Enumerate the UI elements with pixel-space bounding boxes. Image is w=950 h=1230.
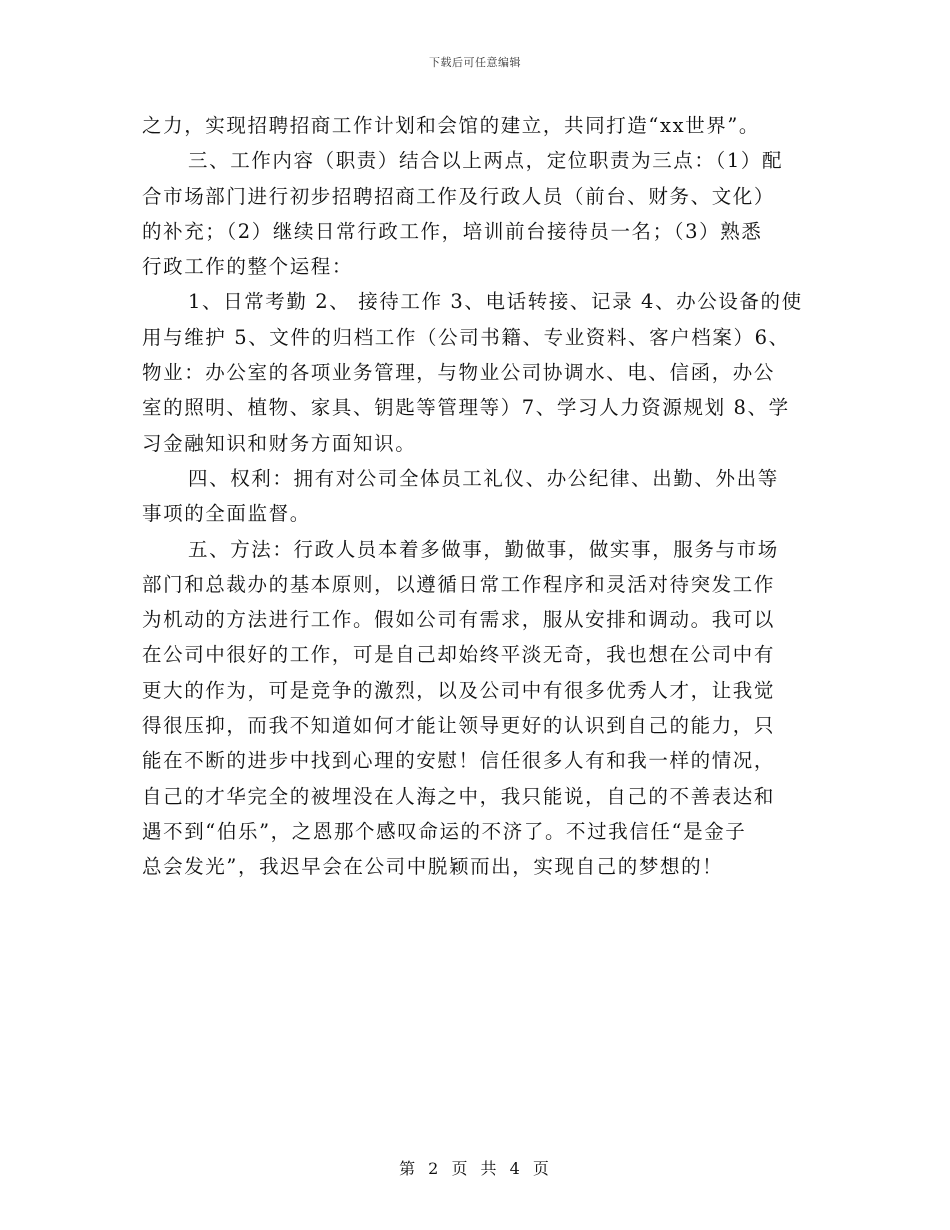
task-list-start: 1、日常考勤 2、 接待工作 3、电话转接、记录 4、办公设备的使 — [188, 290, 803, 314]
body-line-8: 物业：办公室的各项业务管理，与物业公司协调水、电、信函，办公 — [142, 361, 776, 385]
body-line-22: 总会发光”，我迟早会在公司中脱颖而出，实现自己的梦想的！ — [142, 855, 724, 879]
body-line-10: 习金融知识和财务方面知识。 — [142, 431, 417, 455]
body-line-3: 合市场部门进行初步招聘招商工作及行政人员（前台、财务、文化） — [142, 184, 776, 208]
page-number: 第 2 页 共 4 页 — [399, 1159, 551, 1178]
paragraph-4-start: 四、权利：拥有对公司全体员工礼仪、办公纪律、出勤、外出等 — [188, 466, 779, 490]
document-body — [142, 108, 810, 885]
body-line-21: 遇不到“伯乐”，之恩那个感叹命运的不济了。不过我信任“是金子 — [142, 819, 747, 843]
paragraph-3-start: 三、工作内容（职责）结合以上两点，定位职责为三点：（1）配 — [188, 149, 784, 173]
paragraph-5-start: 五、方法：行政人员本着多做事，勤做事，做实事，服务与市场 — [188, 537, 779, 561]
body-line-14: 部门和总裁办的基本原则，以遵循日常工作程序和灵活对待突发工作 — [142, 572, 776, 596]
body-line-19: 能在不断的进步中找到心理的安慰！信任很多人有和我一样的情况， — [142, 749, 776, 773]
body-line-18: 得很压抑，而我不知道如何才能让领导更好的认识到自己的能力，只 — [142, 714, 776, 738]
body-line-4: 的补充；（2）继续日常行政工作，培训前台接待员一名；（3）熟悉 — [142, 219, 763, 243]
body-line-20: 自己的才华完全的被埋没在人海之中，我只能说，自己的不善表达和 — [142, 784, 776, 808]
body-line-1: 之力，实现招聘招商工作计划和会馆的建立，共同打造“xx世界”。 — [142, 114, 761, 137]
body-line-12: 事项的全面监督。 — [142, 502, 311, 526]
body-line-9: 室的照明、植物、家具、钥匙等管理等）7、学习人力资源规划 8、学 — [142, 396, 790, 420]
body-line-7: 用与维护 5、文件的归档工作（公司书籍、专业资料、客户档案）6、 — [142, 325, 790, 349]
body-line-5: 行政工作的整个运程： — [142, 255, 354, 279]
body-line-16: 在公司中很好的工作，可是自己却始终平淡无奇，我也想在公司中有 — [142, 643, 776, 667]
page-header: 下载后可任意编辑 — [429, 56, 521, 69]
body-line-17: 更大的作为，可是竞争的激烈，以及公司中有很多优秀人才，让我觉 — [142, 678, 776, 702]
body-line-15: 为机动的方法进行工作。假如公司有需求，服从安排和调动。我可以 — [142, 608, 776, 632]
